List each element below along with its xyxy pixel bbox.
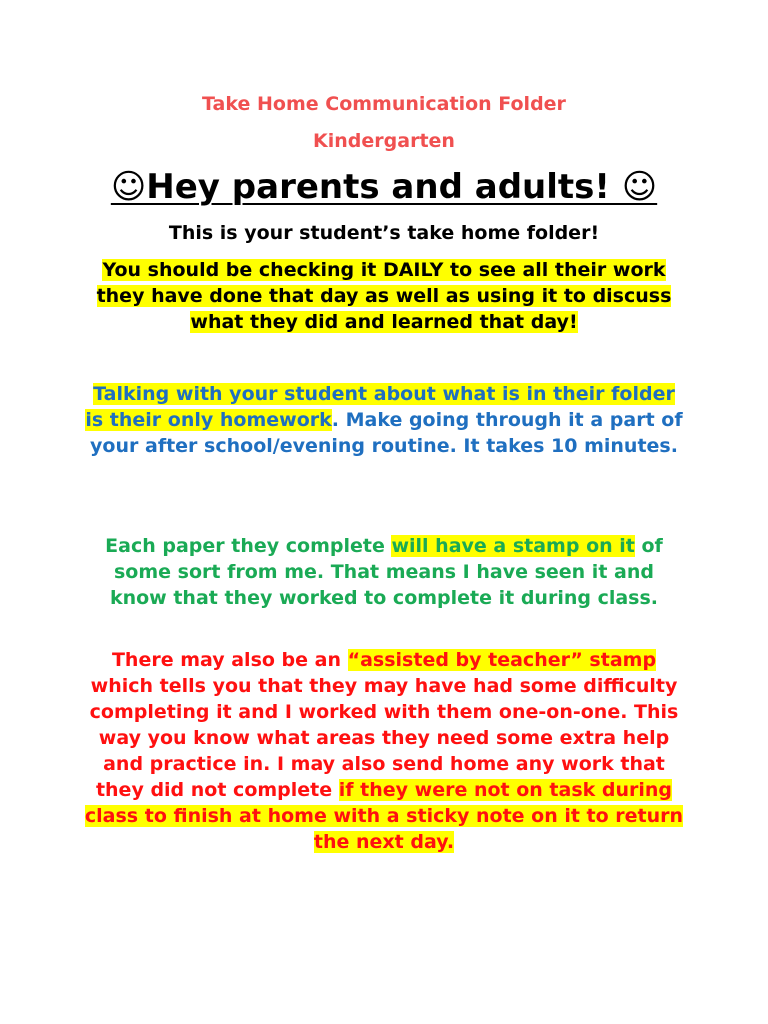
paragraph-stamp-part1: Each paper they complete (105, 535, 392, 557)
paragraph-stamp (84, 533, 684, 611)
main-heading (0, 166, 768, 208)
paragraph-stamp-part2: of some sort from me. That means I have seen it and know that they worked to complete it during class. (109, 535, 663, 609)
paragraph-assisted-highlight1: “assisted by teacher” stamp (347, 649, 657, 671)
paragraph-assisted (84, 647, 684, 855)
paragraph-daily-check-text: You should be checking it DAILY to see all their work they have done that day as well as using it to discuss what they did and learned that day! (96, 259, 672, 333)
paragraph-stamp-highlight: will have a stamp on it (391, 535, 635, 557)
paragraph-assisted-part2: which tells you that they may have had some difficulty completing it and I worked with them one-on-one. This way you know what areas they need some extra help and practice in. I may also send home any work that they did not complete (89, 675, 679, 801)
paragraph-homework-rest: . Make going through it a part of your after school/evening routine. It takes 10 minutes. (90, 409, 683, 457)
paragraph-assisted-part1: There may also be an (111, 649, 348, 671)
document-subtitle: Kindergarten (313, 130, 455, 152)
intro-line: This is your student’s take home folder! (168, 222, 600, 244)
document-title: Take Home Communication Folder (202, 93, 566, 115)
paragraph-assisted-highlight2: if they were not on task during class to finish at home with a sticky note on it to return the next day. (84, 779, 684, 853)
paragraph-homework (84, 381, 684, 459)
paragraph-homework-highlight: Talking with your student about what is in their folder is their only homework (85, 383, 675, 431)
main-heading-text: ☺Hey parents and adults! ☺ (110, 167, 658, 207)
paragraph-daily-check (84, 257, 684, 335)
